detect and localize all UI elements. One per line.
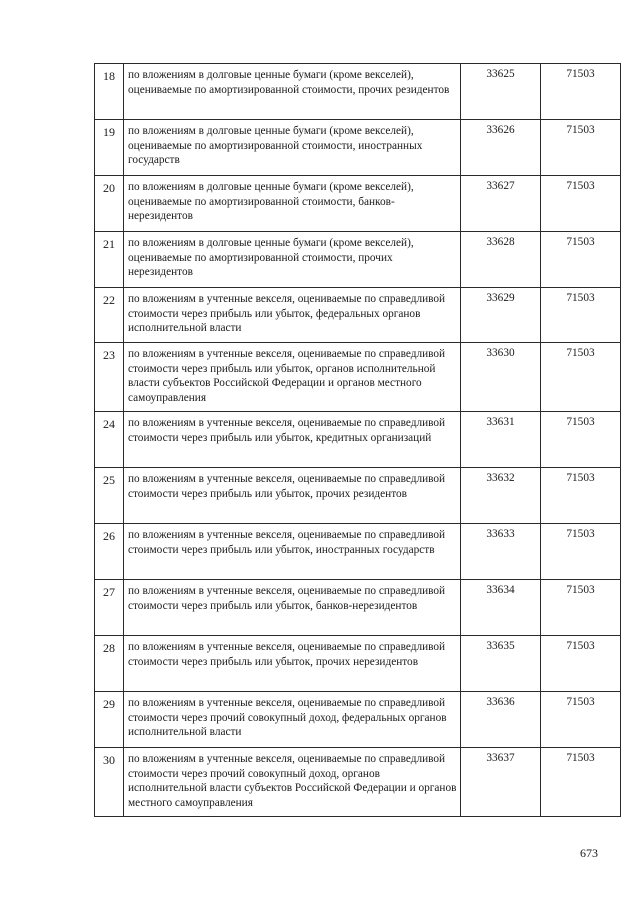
row-account: 71503 [541, 343, 621, 412]
row-code: 33633 [461, 524, 541, 580]
accounts-table [94, 63, 621, 817]
table-row [95, 64, 621, 120]
row-description: по вложениям в учтенные векселя, оцениваемые по справедливой стоимости через прочий совокупный доход, федеральных органов исполнительной власти [124, 692, 461, 748]
row-description: по вложениям в учтенные векселя, оцениваемые по справедливой стоимости через прибыль или убыток, органов исполнительной власти субъектов Российской Федерации и органов местного самоуправления [124, 343, 461, 412]
row-description: по вложениям в учтенные векселя, оцениваемые по справедливой стоимости через прибыль или убыток, прочих резидентов [124, 468, 461, 524]
table-row [95, 580, 621, 636]
table-row [95, 232, 621, 288]
row-code: 33632 [461, 468, 541, 524]
row-account: 71503 [541, 692, 621, 748]
row-code: 33634 [461, 580, 541, 636]
row-description: по вложениям в учтенные векселя, оцениваемые по справедливой стоимости через прибыль или убыток, федеральных органов исполнительной власти [124, 288, 461, 343]
row-description: по вложениям в долговые ценные бумаги (кроме векселей), оцениваемые по амортизированной стоимости, прочих резидентов [124, 64, 461, 120]
row-number: 26 [95, 524, 124, 580]
row-number: 19 [95, 120, 124, 176]
table-row [95, 412, 621, 468]
row-code: 33625 [461, 64, 541, 120]
row-account: 71503 [541, 524, 621, 580]
row-description: по вложениям в учтенные векселя, оцениваемые по справедливой стоимости через прибыль или убыток, банков-нерезидентов [124, 580, 461, 636]
row-code: 33629 [461, 288, 541, 343]
row-description: по вложениям в учтенные векселя, оцениваемые по справедливой стоимости через прибыль или убыток, кредитных организаций [124, 412, 461, 468]
row-account: 71503 [541, 232, 621, 288]
page-number: 673 [580, 846, 598, 860]
row-account: 71503 [541, 580, 621, 636]
row-code: 33631 [461, 412, 541, 468]
row-code: 33635 [461, 636, 541, 692]
row-account: 71503 [541, 636, 621, 692]
row-code: 33637 [461, 748, 541, 817]
row-code: 33628 [461, 232, 541, 288]
table-row [95, 120, 621, 176]
row-number: 22 [95, 288, 124, 343]
row-code: 33626 [461, 120, 541, 176]
row-account: 71503 [541, 120, 621, 176]
row-number: 21 [95, 232, 124, 288]
row-description: по вложениям в учтенные векселя, оцениваемые по справедливой стоимости через прочий совокупный доход, органов исполнительной власти субъектов Российской Федерации и органов местного самоуправления [124, 748, 461, 817]
row-account: 71503 [541, 748, 621, 817]
table-row [95, 748, 621, 817]
row-number: 23 [95, 343, 124, 412]
table-body [95, 64, 621, 817]
row-description: по вложениям в долговые ценные бумаги (кроме векселей), оцениваемые по амортизированной стоимости, иностранных государств [124, 120, 461, 176]
table-row [95, 468, 621, 524]
row-number: 27 [95, 580, 124, 636]
row-number: 20 [95, 176, 124, 232]
table-row [95, 176, 621, 232]
row-code: 33636 [461, 692, 541, 748]
row-number: 28 [95, 636, 124, 692]
table-row [95, 692, 621, 748]
table-row [95, 343, 621, 412]
row-account: 71503 [541, 412, 621, 468]
row-description: по вложениям в долговые ценные бумаги (кроме векселей), оцениваемые по амортизированной стоимости, банков-нерезидентов [124, 176, 461, 232]
row-description: по вложениям в учтенные векселя, оцениваемые по справедливой стоимости через прибыль или убыток, прочих нерезидентов [124, 636, 461, 692]
row-account: 71503 [541, 468, 621, 524]
row-code: 33627 [461, 176, 541, 232]
row-account: 71503 [541, 176, 621, 232]
row-number: 18 [95, 64, 124, 120]
row-account: 71503 [541, 288, 621, 343]
table-row [95, 524, 621, 580]
row-description: по вложениям в долговые ценные бумаги (кроме векселей), оцениваемые по амортизированной стоимости, прочих нерезидентов [124, 232, 461, 288]
row-code: 33630 [461, 343, 541, 412]
table-row [95, 636, 621, 692]
row-number: 24 [95, 412, 124, 468]
table-row [95, 288, 621, 343]
row-account: 71503 [541, 64, 621, 120]
row-number: 25 [95, 468, 124, 524]
row-number: 29 [95, 692, 124, 748]
row-number: 30 [95, 748, 124, 817]
row-description: по вложениям в учтенные векселя, оцениваемые по справедливой стоимости через прибыль или убыток, иностранных государств [124, 524, 461, 580]
